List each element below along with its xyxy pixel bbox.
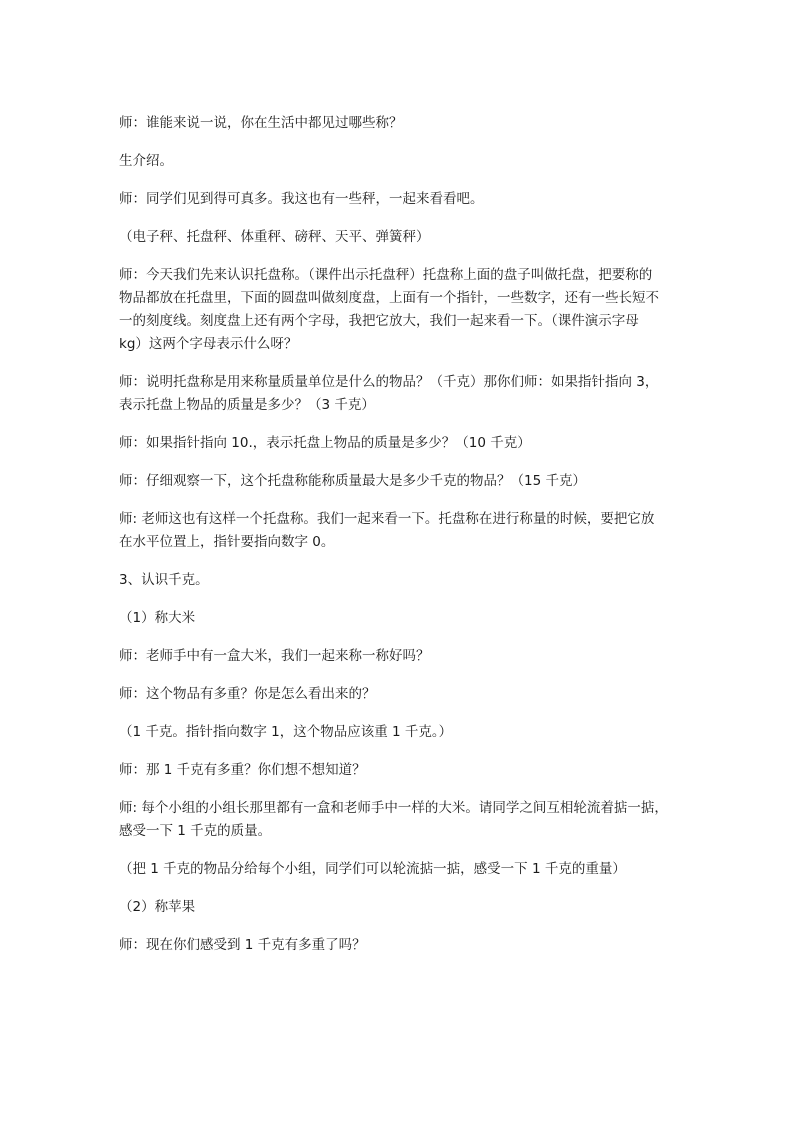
paragraph <box>119 264 679 356</box>
paragraph <box>119 112 679 135</box>
paragraph-line: （2）称苹果 <box>119 899 196 915</box>
paragraph-line: 师：现在你们感受到 1 千克有多重了吗？ <box>119 937 366 953</box>
paragraph-line: （1 千克。指针指向数字 1，这个物品应该重 1 千克。） <box>119 724 453 740</box>
paragraph <box>119 721 679 744</box>
paragraph <box>119 371 679 417</box>
paragraph-line: 师：那 1 千克有多重？你们想不想知道？ <box>119 762 366 778</box>
paragraph-line: 师：今天我们先来认识托盘称。（课件出示托盘秤）托盘称上面的盘子叫做托盘，把要称的 <box>119 267 653 283</box>
paragraph-line: 在水平位置上，指针要指向数字 0。 <box>119 534 335 550</box>
paragraph-line: 感受一下 1 千克的质量。 <box>119 823 272 839</box>
paragraph-line: 师: 每个小组的小组长那里都有一盒和老师手中一样的大米。请同学之间互相轮流着掂一掂， <box>119 800 668 816</box>
paragraph-line: 师：同学们见到得可真多。我这也有一些秤，一起来看看吧。 <box>119 191 484 207</box>
paragraph-line: 3、认识千克。 <box>119 572 209 588</box>
paragraph-line: 师: 老师这也有这样一个托盘称。我们一起来看一下。托盘称在进行称量的时候，要把它放 <box>119 511 655 527</box>
paragraph-line: 一的刻度线。刻度盘上还有两个字母，我把它放大，我们一起来看一下。（课件演示字母 <box>119 313 639 329</box>
paragraph <box>119 150 679 173</box>
paragraph <box>119 645 679 668</box>
paragraph-line: 师：老师手中有一盒大米，我们一起来称一称好吗？ <box>119 648 430 664</box>
paragraph-line: 师：谁能来说一说，你在生活中都见过哪些称？ <box>119 115 403 131</box>
paragraph-line: 师：说明托盘称是用来称量质量单位是什么的物品？（千克）那你们师：如果指针指向 3， <box>119 374 659 390</box>
paragraph-line: 表示托盘上物品的质量是多少？（3 千克） <box>119 397 375 413</box>
paragraph <box>119 683 679 706</box>
paragraph <box>119 569 679 592</box>
document-body <box>119 112 679 972</box>
paragraph-line: 师：仔细观察一下，这个托盘称能称质量最大是多少千克的物品？（15 千克） <box>119 473 586 489</box>
paragraph <box>119 470 679 493</box>
paragraph-line: 师：如果指针指向 10.，表示托盘上物品的质量是多少？（10 千克） <box>119 435 531 451</box>
paragraph <box>119 759 679 782</box>
paragraph <box>119 797 679 843</box>
paragraph <box>119 226 679 249</box>
paragraph <box>119 188 679 211</box>
paragraph <box>119 432 679 455</box>
paragraph-line: （把 1 千克的物品分给每个小组，同学们可以轮流掂一掂，感受一下 1 千克的重量） <box>119 861 626 877</box>
paragraph-line: kg）这两个字母表示什么呀？ <box>119 336 298 352</box>
paragraph-line: （1）称大米 <box>119 610 196 626</box>
paragraph <box>119 508 679 554</box>
paragraph <box>119 607 679 630</box>
paragraph <box>119 858 679 881</box>
paragraph-line: 生介绍。 <box>119 153 173 169</box>
paragraph <box>119 934 679 957</box>
paragraph-line: 物品都放在托盘里，下面的圆盘叫做刻度盘，上面有一个指针，一些数字，还有一些长短不 <box>119 290 659 306</box>
paragraph-line: 师：这个物品有多重？你是怎么看出来的？ <box>119 686 376 702</box>
paragraph <box>119 896 679 919</box>
paragraph-line: （电子秤、托盘秤、体重秤、磅秤、天平、弹簧秤） <box>119 229 430 245</box>
